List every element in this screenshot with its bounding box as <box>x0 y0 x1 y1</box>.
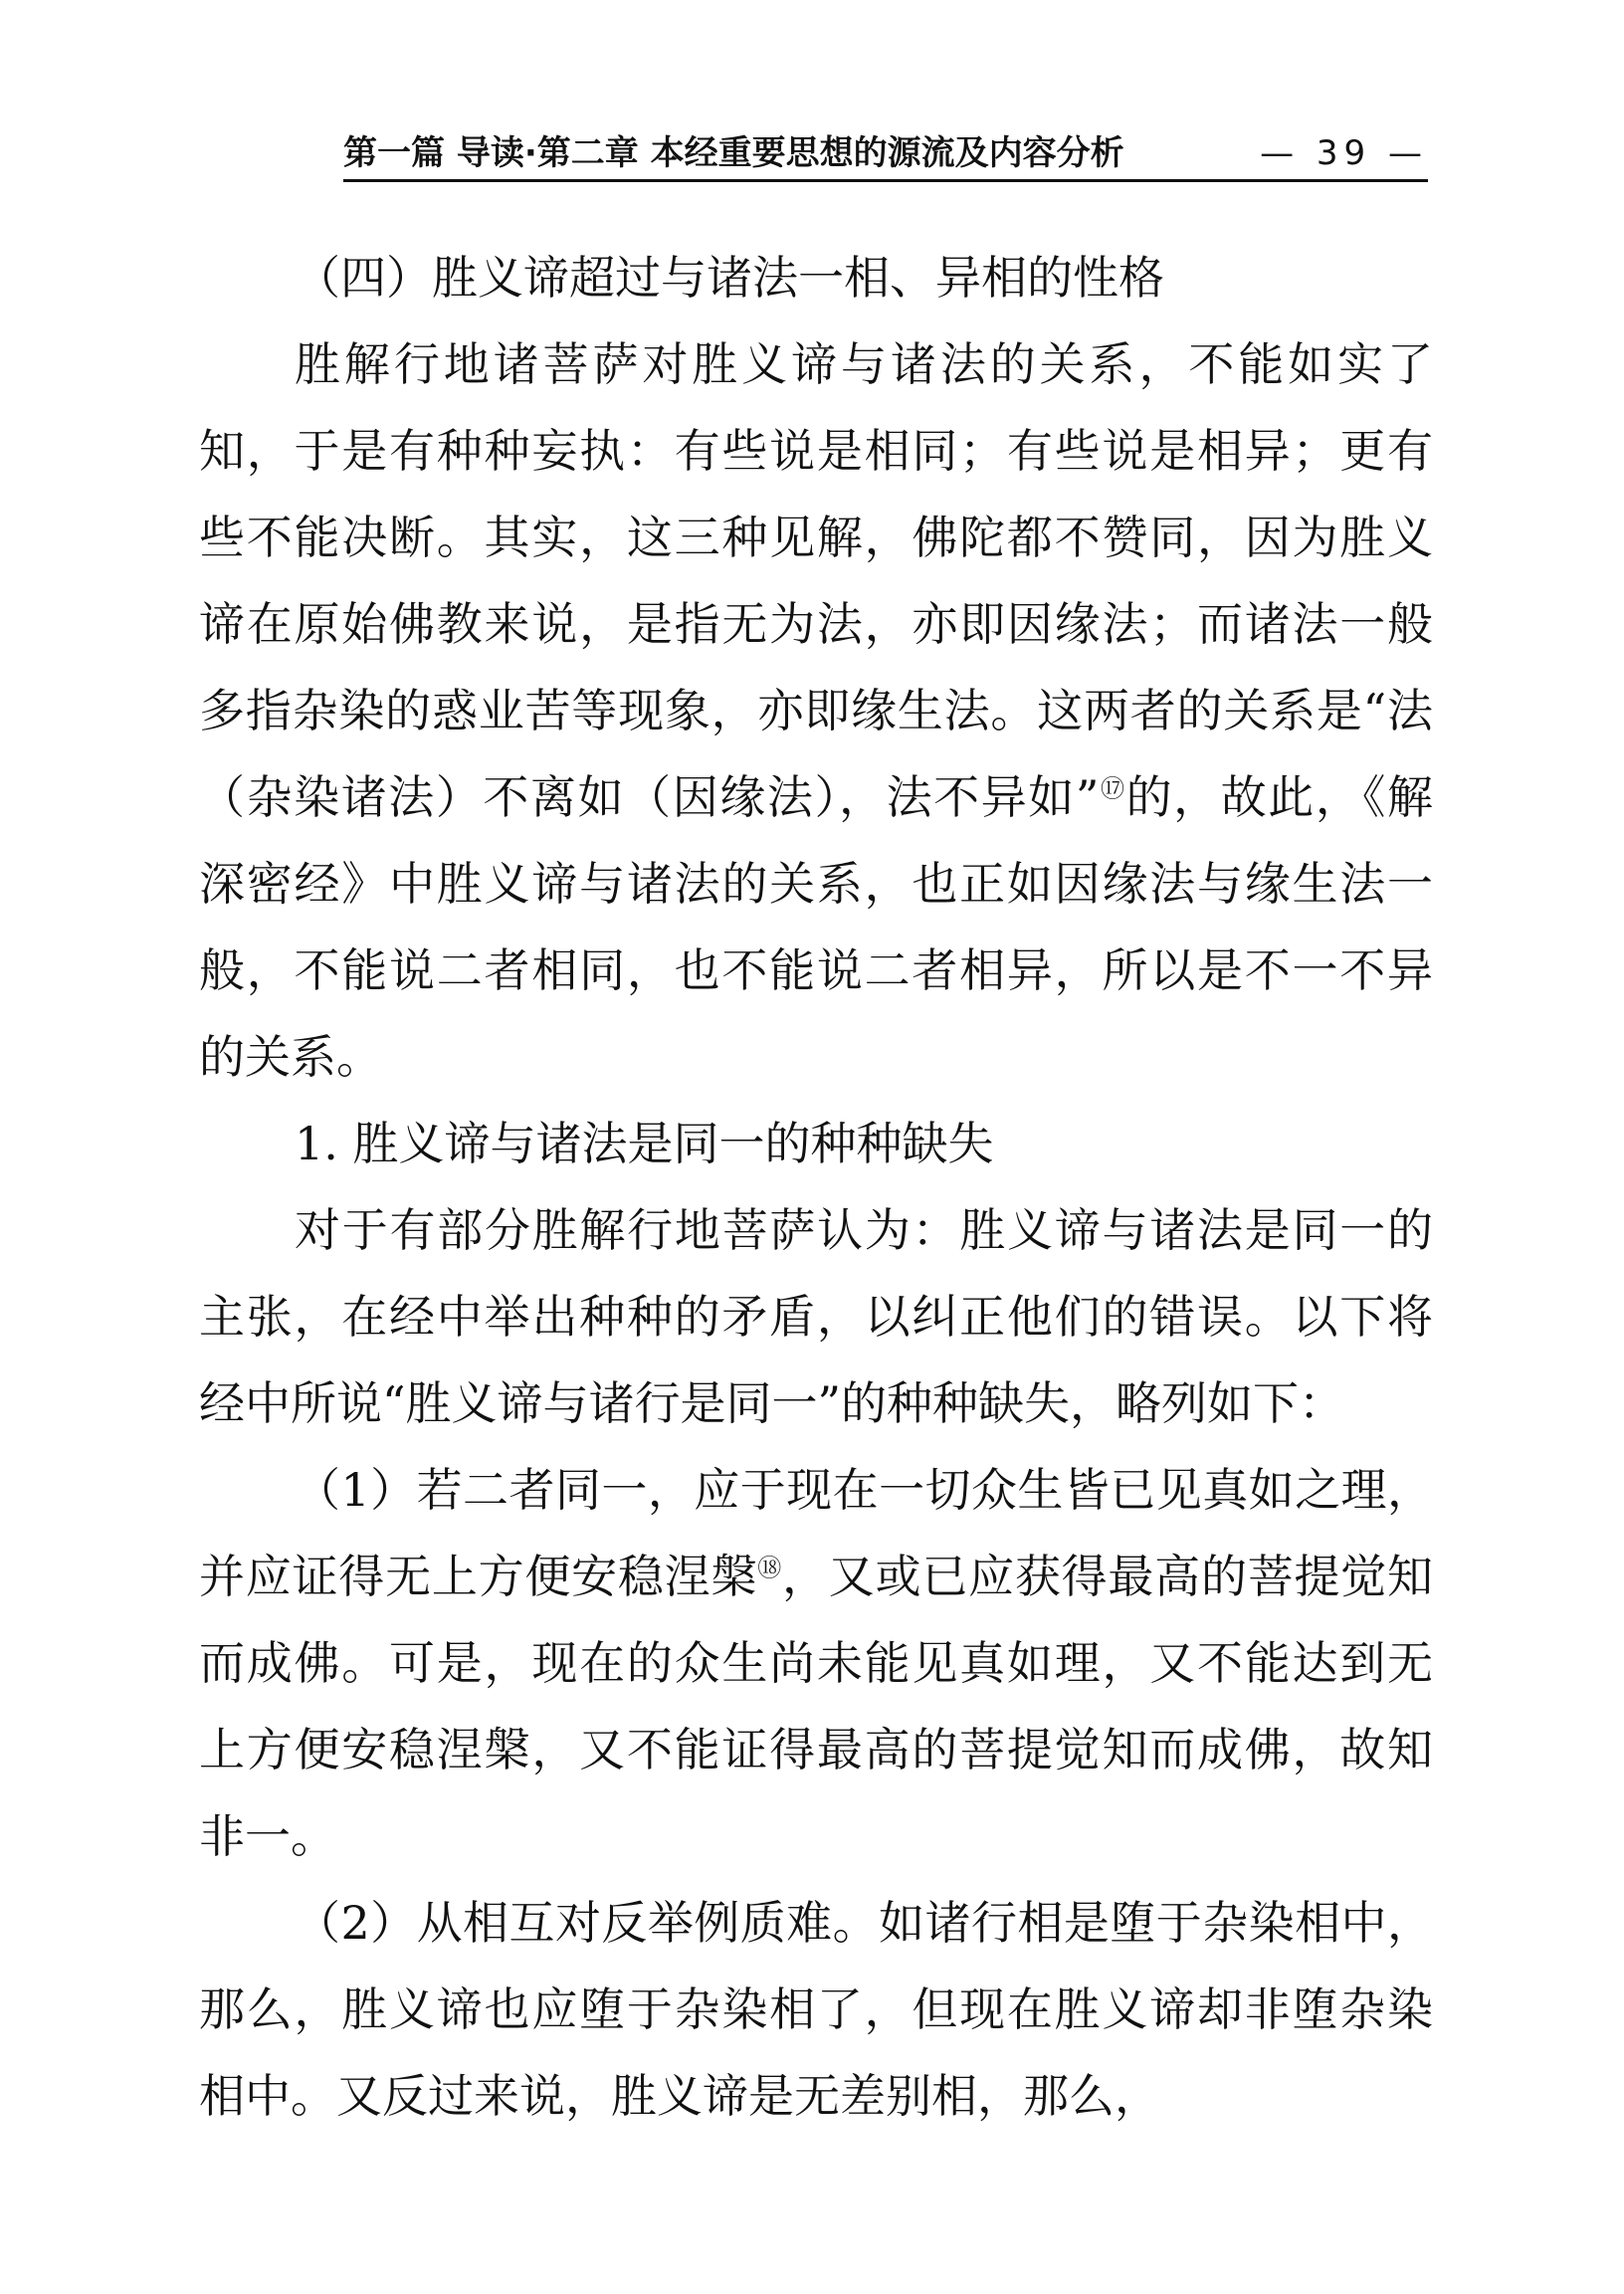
paragraph-3-text-a: （1）若二者同一，应于现在一切众生皆已见真如之理，并应证得无上方便安稳涅槃 <box>199 1463 1433 1603</box>
sub-heading: 1. 胜义谛与诸法是同一的种种缺失 <box>295 1117 994 1170</box>
paragraph-1 <box>199 321 1433 1101</box>
footnote-marker-18: ⑱ <box>757 1554 783 1582</box>
running-header <box>343 127 1428 182</box>
section-heading: （四）胜义谛超过与诸法一相、异相的性格 <box>295 251 1164 305</box>
body-text <box>199 235 1433 2140</box>
running-title: 第一篇 导读·第二章 本经重要思想的源流及内容分析 <box>343 133 1124 173</box>
paragraph-3-text-b: ，又或已应获得最高的菩提觉知而成佛。可是，现在的众生尚未能见真如理，又不能达到无上方便安稳涅槃，又不能证得最高的菩提觉知而成佛，故知非一。 <box>199 1550 1434 1863</box>
paragraph-1-text-b: 的，故此，《解深密经》中胜义谛与诸法的关系，也正如因缘法与缘生法一般，不能说二者相同，也不能说二者相异，所以是不一不异的关系。 <box>199 770 1434 1084</box>
paragraph-4: （2）从相互对反举例质难。如诸行相是堕于杂染相中，那么，胜义谛也应堕于杂染相了，但现在胜义谛却非堕杂染相中。又反过来说，胜义谛是无差别相，那么， <box>199 1896 1433 2123</box>
footnote-marker-17: ⑰ <box>1099 774 1126 803</box>
paragraph-3 <box>199 1447 1433 1880</box>
paragraph-1-text-a: 胜解行地诸菩萨对胜义谛与诸法的关系，不能如实了知，于是有种种妄执：有些说是相同；有些说是相异；更有些不能决断。其实，这三种见解，佛陀都不赞同，因为胜义谛在原始佛教来说，是指无为法，亦即因缘法；而诸法一般多指杂染的惑业苦等现象，亦即缘生法。这两者的关系是“法（杂染诸法）不离如（因缘法），法不异如” <box>199 337 1433 824</box>
page-number: — 39 — <box>1260 133 1428 173</box>
paragraph-2: 对于有部分胜解行地菩萨认为：胜义谛与诸法是同一的主张，在经中举出种种的矛盾，以纠正他们的错误。以下将经中所说“胜义谛与诸行是同一”的种种缺失，略列如下： <box>199 1203 1433 1430</box>
